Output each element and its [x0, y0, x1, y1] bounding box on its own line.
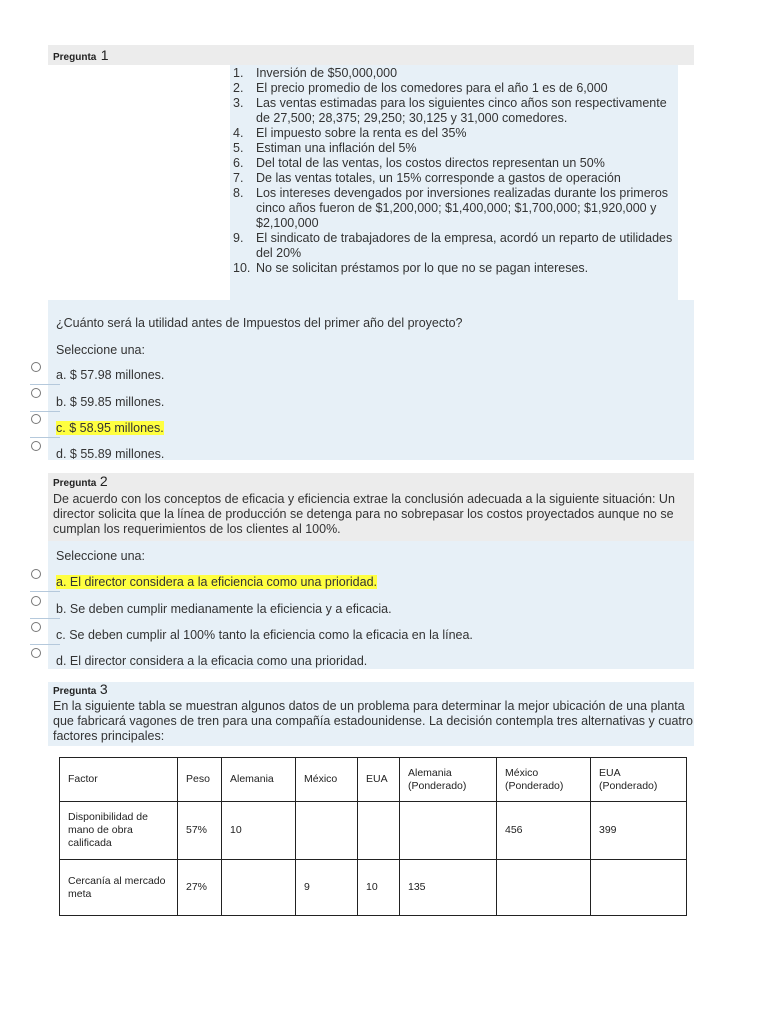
table-cell: 135	[400, 860, 497, 916]
question-number: 3	[99, 681, 108, 697]
table-cell	[400, 802, 497, 860]
list-item: 5. Estiman una inflación del 5%	[233, 141, 417, 155]
table-cell: Cercanía al mercado meta	[60, 860, 178, 916]
question-number: 2	[99, 473, 108, 489]
list-item: 2. El precio promedio de los comedores para el año 1 es de 6,000	[233, 81, 608, 95]
list-item: 10. No se solicitan préstamos por lo que no se pagan intereses.	[233, 261, 589, 275]
answer-option-d[interactable]: d. El director considera a la eficacia como una prioridad.	[56, 654, 368, 668]
radio-option-a[interactable]	[31, 362, 41, 372]
list-item: 7. De las ventas totales, un 15% corresponde a gastos de operación	[233, 171, 621, 185]
question-number: 1	[100, 47, 109, 63]
highlighted-answer-text: c. $ 58.95 millones.	[56, 421, 164, 435]
option-divider	[30, 384, 60, 385]
list-item: 4. El impuesto sobre la renta es del 35%	[233, 126, 467, 140]
answer-option-c[interactable]	[56, 421, 164, 436]
option-divider	[30, 618, 60, 619]
option-divider	[30, 411, 60, 412]
radio-option-d[interactable]	[31, 648, 41, 658]
question-1-data-list	[230, 66, 678, 276]
header-cell: Peso	[178, 758, 222, 802]
answer-option-d[interactable]: d. $ 55.89 millones.	[56, 447, 165, 461]
table-cell: 10	[222, 802, 296, 860]
option-divider	[30, 591, 60, 592]
table-cell: 456	[497, 802, 591, 860]
header-cell: EUA (Ponderado)	[591, 758, 687, 802]
table-row	[60, 860, 687, 916]
question-label: Pregunta	[53, 686, 97, 697]
question-1-header	[48, 45, 694, 65]
header-cell: Factor	[60, 758, 178, 802]
list-item: 6. Del total de las ventas, los costos directos representan un 50%	[233, 156, 605, 170]
question-3-title	[53, 682, 108, 699]
table-cell: 27%	[178, 860, 222, 916]
table-cell	[222, 860, 296, 916]
question-2-title	[53, 474, 108, 491]
select-one-label: Seleccione una:	[56, 343, 145, 357]
answer-option-b[interactable]: b. $ 59.85 millones.	[56, 395, 165, 409]
table-cell: 9	[296, 860, 358, 916]
list-item: 3. Las ventas estimadas para los siguientes cinco años son respectivamente de 27,500; 28,375; 29,250; 30,125 y 31,000 comedores.	[233, 96, 667, 125]
table-cell: Disponibilidad de mano de obra calificada	[60, 802, 178, 860]
table-cell	[591, 860, 687, 916]
table-cell: 57%	[178, 802, 222, 860]
option-divider	[30, 437, 60, 438]
option-divider	[30, 644, 60, 645]
header-cell: EUA	[358, 758, 400, 802]
question-label: Pregunta	[53, 478, 97, 489]
header-cell: México (Ponderado)	[497, 758, 591, 802]
question-3-statement: En la siguiente tabla se muestran algunos datos de un problema para determinar la mejor ubicación de una planta que fabricará vagones de tren para una compañía estadounidense. La decisión contempla tres alternativas y cuatro factores principales:	[53, 699, 693, 743]
header-cell: Alemania	[222, 758, 296, 802]
radio-option-b[interactable]	[31, 596, 41, 606]
table-cell: 10	[358, 860, 400, 916]
question-label: Pregunta	[53, 52, 97, 63]
radio-option-d[interactable]	[31, 441, 41, 451]
highlighted-answer-text: a. El director considera a la eficiencia como una prioridad.	[56, 575, 378, 589]
answer-option-c[interactable]: c. Se deben cumplir al 100% tanto la eficiencia como la eficacia en la línea.	[56, 628, 473, 642]
factor-table	[59, 757, 687, 916]
list-item: 9. El sindicato de trabajadores de la empresa, acordó un reparto de utilidades del 20%	[233, 231, 673, 260]
table-cell: 399	[591, 802, 687, 860]
table-cell	[497, 860, 591, 916]
radio-option-b[interactable]	[31, 388, 41, 398]
list-item: 1. Inversión de $50,000,000	[233, 66, 398, 80]
question-2-statement: De acuerdo con los conceptos de eficacia y eficiencia extrae la conclusión adecuada a la siguiente situación: Un director solicita que la línea de producción se detenga para no sobrepasar los costos proyectados aunque no se cumplan los requerimientos de los clientes al 100%.	[53, 492, 675, 536]
table-cell	[296, 802, 358, 860]
table-header-row	[60, 758, 687, 802]
answer-option-a[interactable]	[56, 575, 377, 590]
table-row	[60, 802, 687, 860]
select-one-label: Seleccione una:	[56, 549, 145, 563]
answer-option-a[interactable]: a. $ 57.98 millones.	[56, 368, 165, 382]
question-1-prompt: ¿Cuánto será la utilidad antes de Impuestos del primer año del proyecto?	[56, 316, 463, 330]
list-item: 8. Los intereses devengados por inversiones realizadas durante los primeros cinco años fueron de $1,200,000; $1,400,000; $1,700,000; $1,920,000 y $2,100,000	[233, 186, 669, 230]
radio-option-c[interactable]	[31, 622, 41, 632]
header-cell: Alemania (Ponderado)	[400, 758, 497, 802]
answer-option-b[interactable]: b. Se deben cumplir medianamente la eficiencia y a eficacia.	[56, 602, 392, 616]
radio-option-c[interactable]	[31, 414, 41, 424]
header-cell: México	[296, 758, 358, 802]
table-cell	[358, 802, 400, 860]
radio-option-a[interactable]	[31, 569, 41, 579]
